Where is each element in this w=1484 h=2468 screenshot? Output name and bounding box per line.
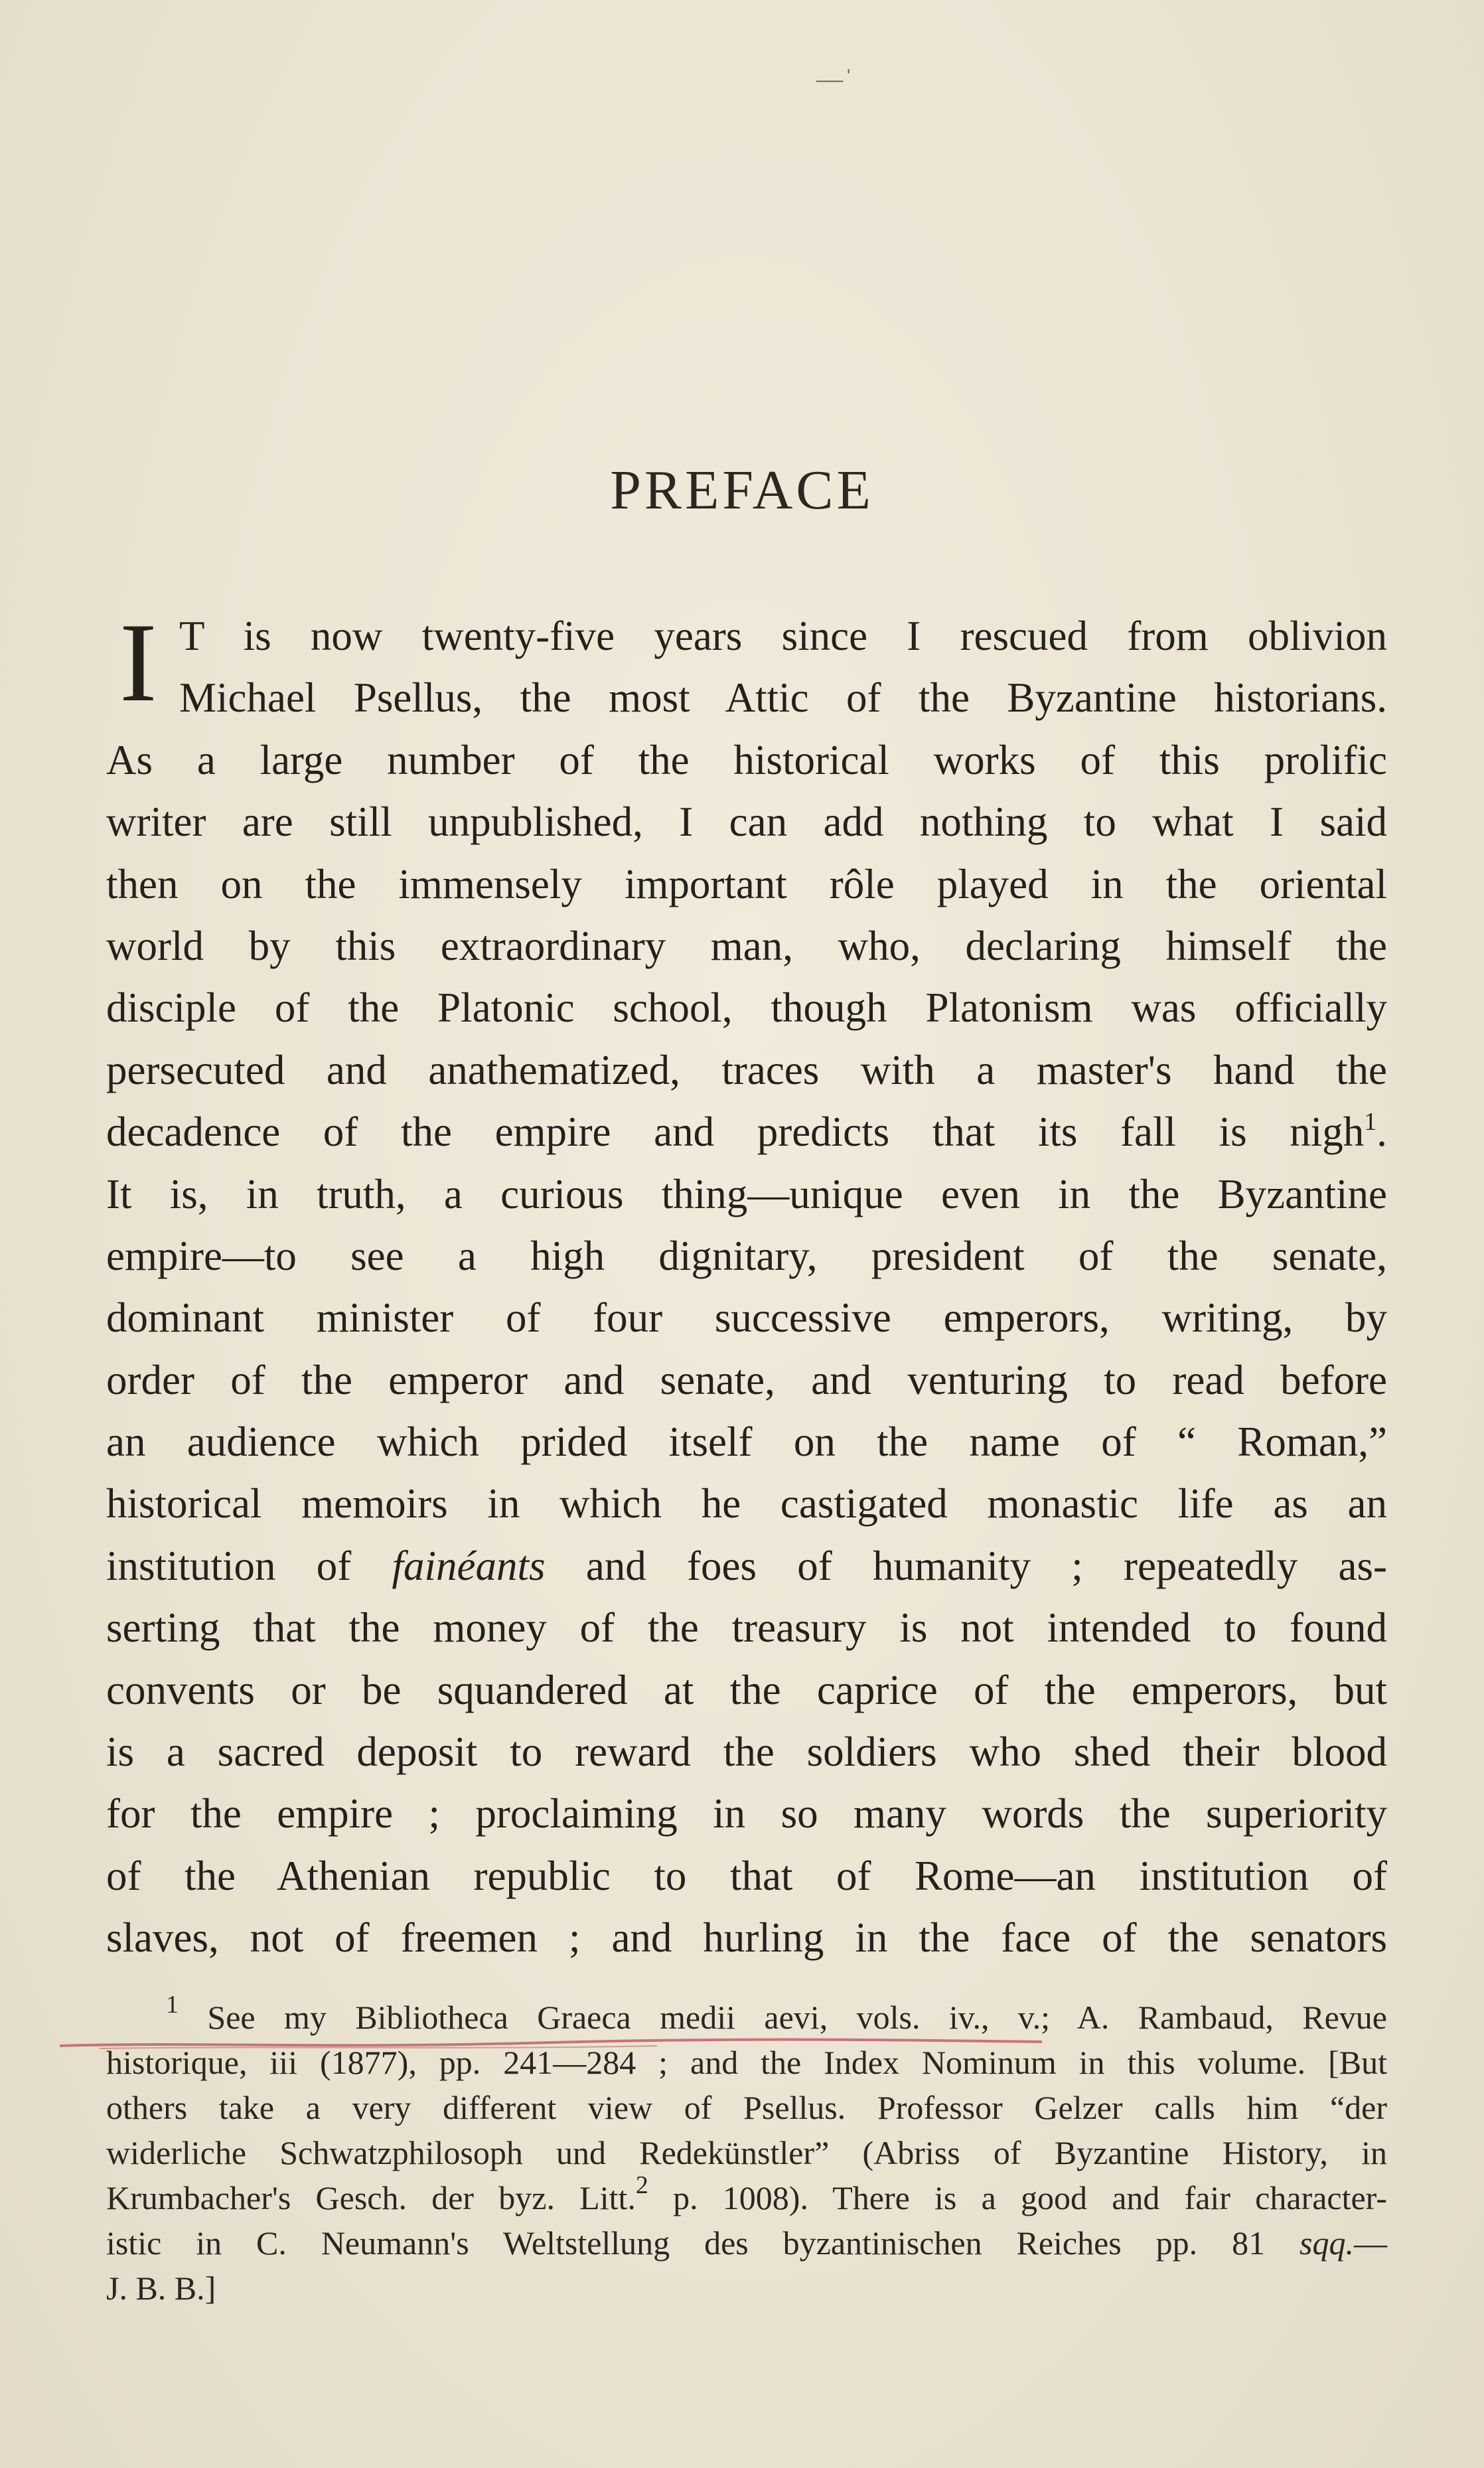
- footnote-line-2: historique, iii (1877), pp. 241—284 ; and the Index Nominum in this volume. [But: [106, 2044, 1387, 2081]
- footnote-line-1: $^1$ See my Bibliotheca Graeca medii aevi, vols. iv., v.; A. Rambaud, Revue: [166, 1991, 1388, 2036]
- footnote-line-3: others take a very different view of Psellus. Professor Gelzer calls him “der: [106, 2089, 1387, 2126]
- body-line-2: Michael Psellus, the most Attic of the Byzantine historians.: [179, 674, 1387, 722]
- footnote-line-6: istic in C. Neumann's Weltstellung des byzantinischen Reiches pp. 81 sqq.—: [106, 2224, 1387, 2262]
- body-line-4: writer are still unpublished, I can add nothing to what I said: [106, 799, 1387, 846]
- page-mark: —ˈ: [816, 64, 855, 94]
- body-line-6: world by this extraordinary man, who, declaring himself the: [106, 922, 1387, 969]
- footnote-sup-2: 2: [635, 2171, 648, 2199]
- footnote-marker: 1: [166, 1991, 179, 2019]
- body-line-17: serting that the money of the treasury is not intended to found: [106, 1604, 1387, 1652]
- footnote-line-4: widerliche Schwatzphilosoph und Redekünstler” (Abriss of Byzantine History, in: [106, 2134, 1387, 2171]
- body-line-3: As a large number of the historical works of this prolific: [106, 736, 1387, 783]
- body-line-8: persecuted and anathematized, traces with a master's hand the: [106, 1046, 1387, 1093]
- body-line-9: decadence of the empire and predicts that its fall is nigh$^1$.: [106, 1108, 1387, 1156]
- body-line-13: order of the emperor and senate, and venturing to read before: [106, 1356, 1387, 1403]
- footnote-line-5: Krumbacher's Gesch. der byz. Litt.$^2$ p. 1008). There is a good and fair character-: [106, 2171, 1387, 2216]
- body-line-20: for the empire ; proclaiming in so many words the superiority: [106, 1790, 1387, 1837]
- page-title: PREFACE: [610, 459, 874, 521]
- drop-cap: I: [119, 600, 157, 725]
- body-line-11: empire—to see a high dignitary, president of the senate,: [106, 1232, 1387, 1279]
- footnote-block: [106, 1991, 1388, 2311]
- body-line-15: historical memoirs in which he castigated monastic life as an: [106, 1480, 1387, 1527]
- body-line-1: I T is now twenty-five years since I rescued from oblivion: [119, 600, 1387, 725]
- italic-word: fainéants: [392, 1542, 546, 1589]
- body-line-12: dominant minister of four successive emperors, writing, by: [106, 1294, 1387, 1342]
- body-line-16: institution of fainéants and foes of humanity ; repeatedly as-: [106, 1542, 1388, 1589]
- body-line-21: of the Athenian republic to that of Rome—an institution of: [106, 1852, 1387, 1899]
- italic-sqq: sqq.: [1299, 2224, 1354, 2262]
- footnote-ref[interactable]: 1: [1364, 1108, 1377, 1136]
- body-line-22: slaves, not of freemen ; and hurling in the face of the senators: [106, 1914, 1387, 1962]
- footnote-line-7: J. B. B.]: [106, 2270, 216, 2307]
- body-line-10: It is, in truth, a curious thing—unique even in the Byzantine: [106, 1170, 1387, 1217]
- body-line-18: convents or be squandered at the caprice of the emperors, but: [106, 1666, 1387, 1713]
- body-line-14: an audience which prided itself on the name of “ Roman,”: [106, 1419, 1387, 1466]
- preface-body: [106, 600, 1388, 1969]
- body-line-19: is a sacred deposit to reward the soldiers who shed their blood: [106, 1729, 1387, 1776]
- body-line-7: disciple of the Platonic school, though Platonism was officially: [106, 984, 1387, 1032]
- body-line-5: then on the immensely important rôle played in the oriental: [106, 860, 1387, 907]
